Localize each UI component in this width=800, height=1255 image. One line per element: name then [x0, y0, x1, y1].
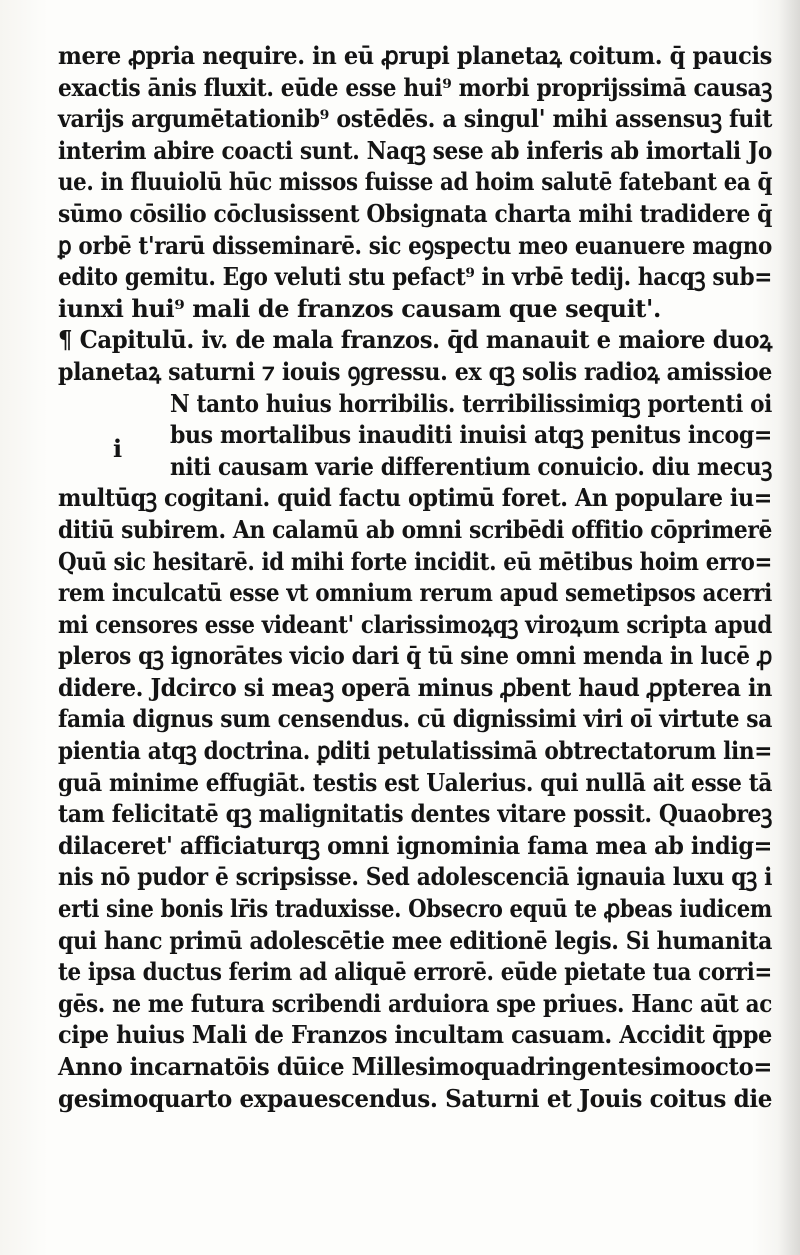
text-line: niti causam varie differentium conuicio. diu mecuꝫ [170, 451, 773, 481]
text-line: guā minime effugiāt. testis est Ualerius. qui nullā ait esse tā [58, 767, 773, 797]
text-line: Quū sic hesitarē. id mihi forte incidit. eū mētibus hoim erro= [58, 546, 773, 576]
text-line: pientia atqꝫ doctrina. ꝑditi petulatissimā obtrectatorum lin= [58, 736, 773, 766]
text-line: qui hanc primū adolescētie mee editionē legis. Si humanita [58, 925, 773, 955]
text-line: didere. Jdcirco si meaꝫ operā minus ꝓbent haud ꝓpterea in [58, 672, 772, 702]
chapter-heading-line: ¶ Capitulū. iv. de mala franzos. q̄d manauit e maiore duoꝝ [58, 325, 773, 355]
text-line: iunxi hui⁹ mali de franzos causam que sequit'. [58, 293, 661, 323]
body-text [58, 40, 772, 1114]
text-line: Anno incarnatōis dūice Millesimoquadringentesimoocto= [58, 1052, 772, 1081]
text-line: edito gemitu. Ego veluti stu pefact⁹ in vrbē tedij. hacqꝫ sub= [58, 262, 773, 292]
text-line: te ipsa ductus ferim ad aliquē errorē. eūde pietate tua corri= [58, 957, 772, 987]
text-line: tam felicitatē qꝫ malignitatis dentes vitare possit. Quaobreꝫ [58, 799, 772, 829]
text-line: varijs argumētationib⁹ ostēdēs. a singul' mihi assensuꝫ fuit [58, 104, 772, 134]
text-line: nis nō pudor ē scripsisse. Sed adolescenciā ignauia luxu qꝫ i [58, 862, 773, 892]
text-line: erti sine bonis lr̄is traduxisse. Obsecro equū te ꝓbeas iudicem [58, 894, 772, 924]
text-line: gesimoquarto expauescendus. Saturni et Jouis coitus die [58, 1083, 773, 1113]
chapter-heading-line: planetaꝝ saturni ⁊ iouis ꝯgressu. ex qꝫ solis radioꝝ amissioe [58, 356, 773, 386]
margin-initial-letter: i [113, 434, 123, 463]
text-line: bus mortalibus inauditi inuisi atqꝫ penitus incog= [170, 420, 772, 450]
text-line: ditiū subirem. An calamū ab omni scribēdi offitio cōprimerē [58, 514, 772, 544]
text-line: pleros qꝫ ignorātes vicio dari q̄ tū sine omni menda in lucē ꝓ [58, 641, 772, 671]
text-line: ꝑ orbē t'rarū disseminarē. sic eꝯspectu meo euanuere magno [58, 230, 773, 260]
text-line: cipe huius Mali de Franzos incultam casuam. Accidit q̄ppe [58, 1020, 772, 1050]
text-line: exactis ānis fluxit. eūde esse hui⁹ morbi proprijssimā causaꝫ [58, 72, 773, 102]
text-line: mi censores esse videant' clarissimoꝝqꝫ viroꝝum scripta apud [58, 609, 773, 639]
text-line: dilaceret' afficiaturqꝫ omni ignominia fama mea ab indig= [58, 830, 772, 860]
text-line: gēs. ne me futura scribendi arduiora spe priues. Hanc aūt ac [58, 988, 772, 1018]
text-line: famia dignus sum censendus. cū dignissimi viri oī virtute sa [58, 704, 773, 734]
text-line: sūmo cōsilio cōclusissent Obsignata charta mihi tradidere q̄ [58, 198, 773, 228]
text-line: interim abire coacti sunt. Naqꝫ sese ab inferis ab imortali Jo [58, 135, 773, 165]
text-line: multūqꝫ cogitani. quid factu optimū foret. An populare iu= [58, 483, 772, 513]
text-line: N tanto huius horribilis. terribilissimiqꝫ portenti oi [170, 388, 773, 418]
text-line: ue. in fluuiolū hūc missos fuisse ad hoim salutē fatebant ea q̄ [58, 167, 773, 197]
text-line: mere ꝓpria nequire. in eū ꝓrupi planetaꝝ coitum. q̄ paucis [58, 41, 772, 70]
page-edge-shadow [778, 0, 800, 1255]
text-line: rem inculcatū esse vt omnium rerum apud semetipsos acerri [58, 578, 772, 608]
